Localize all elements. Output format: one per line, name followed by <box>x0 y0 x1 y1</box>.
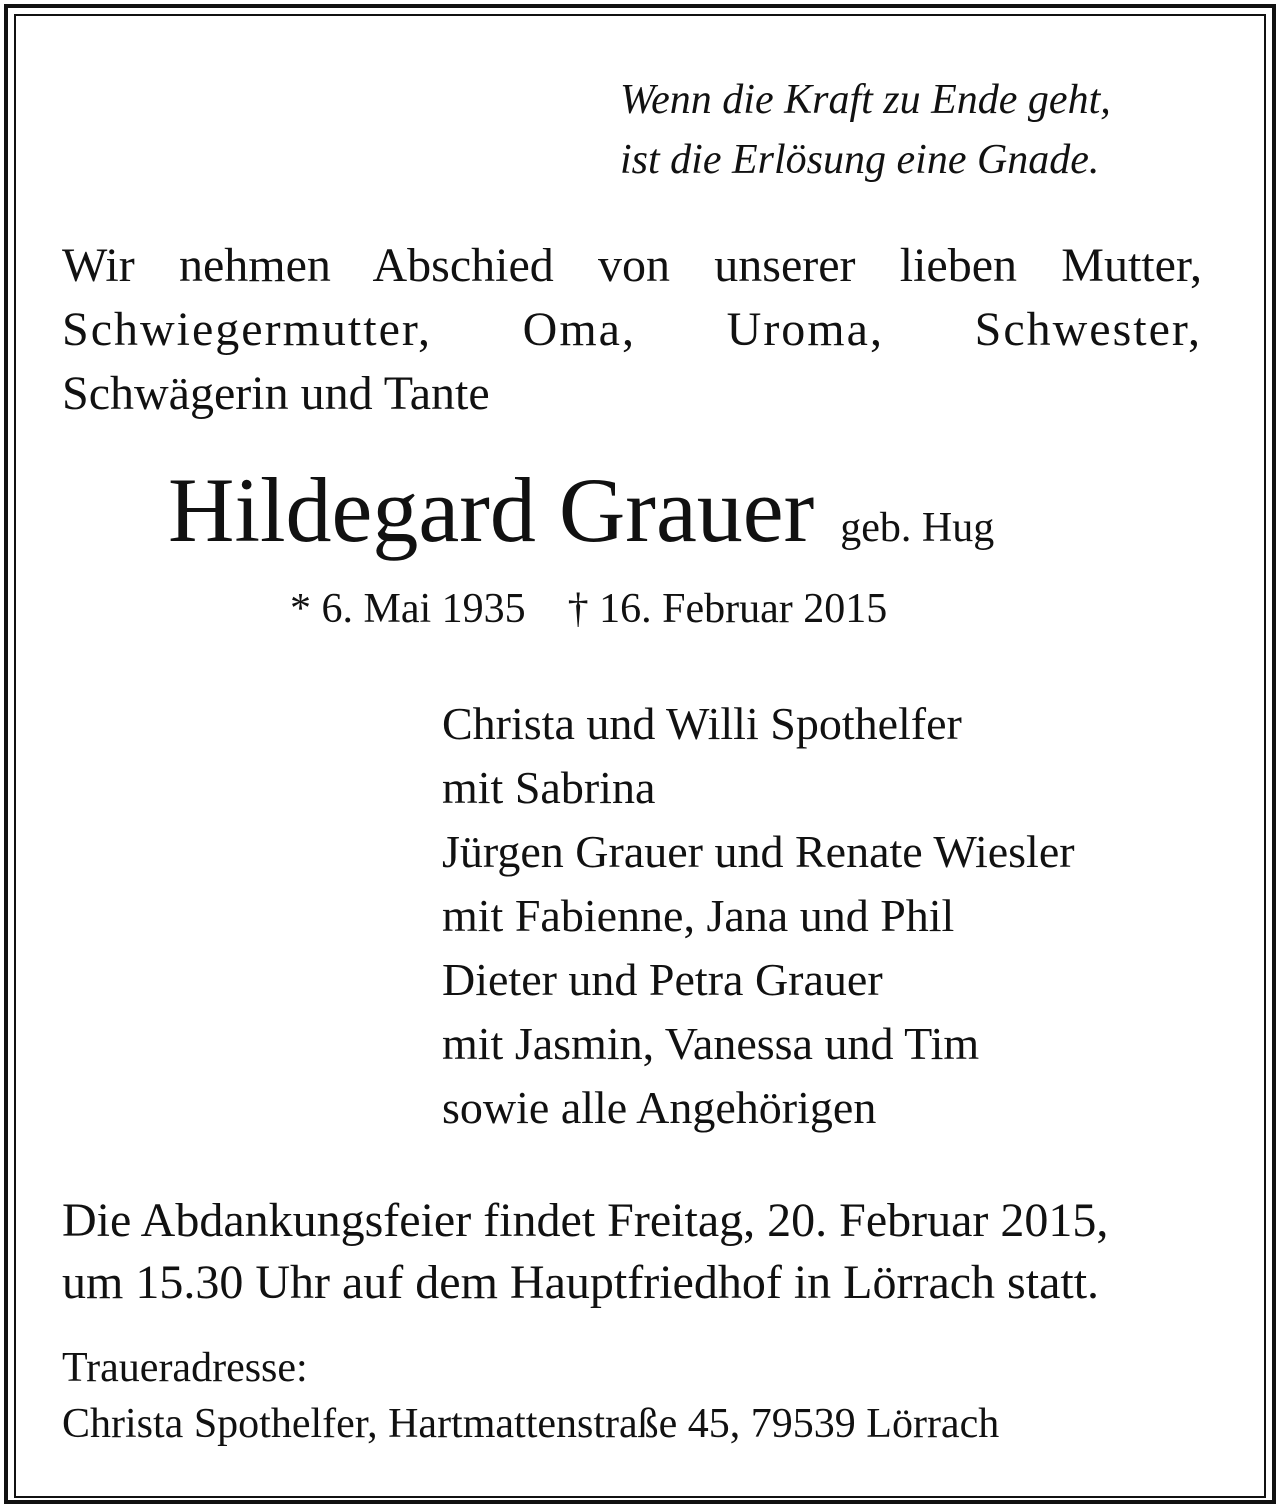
intro-line-3: Schwägerin und Tante <box>62 367 490 420</box>
mourner-line: mit Jasmin, Vanessa und Tim <box>442 1018 980 1069</box>
mourner-line: mit Fabienne, Jana und Phil <box>442 890 955 941</box>
mourner-line: sowie alle Angehörigen <box>442 1082 877 1133</box>
address-label: Traueradresse: <box>62 1345 308 1391</box>
mourner-line: mit Sabrina <box>442 762 656 813</box>
mourner-line: Christa und Willi Spothelfer <box>442 698 962 749</box>
motto-quote <box>620 70 1220 190</box>
motto-line-2: ist die Erlösung eine Gnade. <box>620 137 1100 183</box>
life-dates <box>290 584 1050 634</box>
deceased-name: Hildegard Grauer <box>168 459 815 561</box>
motto-line-1: Wenn die Kraft zu Ende geht, <box>620 77 1111 123</box>
mourner-line: Jürgen Grauer und Renate Wiesler <box>442 826 1075 877</box>
address-value: Christa Spothelfer, Hartmattenstraße 45, 79539 Lörrach <box>62 1401 1000 1447</box>
birth-date: * 6. Mai 1935 <box>290 586 526 632</box>
mourners-list <box>442 692 1222 1140</box>
death-date: † 16. Februar 2015 <box>567 586 888 632</box>
intro-line-2: Schwiegermutter, Oma, Uroma, Schwester, <box>62 303 1202 356</box>
maiden-name: geb. Hug <box>840 505 995 551</box>
ceremony-line-2: um 15.30 Uhr auf dem Hauptfriedhof in Lörrach statt. <box>62 1256 1100 1309</box>
deceased-name-block <box>168 460 1168 560</box>
intro-text <box>62 234 1202 426</box>
ceremony-line-1: Die Abdankungsfeier findet Freitag, 20. Februar 2015, <box>62 1194 1109 1247</box>
intro-line-1: Wir nehmen Abschied von unserer lieben Mutter, <box>62 239 1202 292</box>
mourner-line: Dieter und Petra Grauer <box>442 954 883 1005</box>
mourning-address <box>62 1340 1202 1452</box>
ceremony-info <box>62 1190 1202 1314</box>
